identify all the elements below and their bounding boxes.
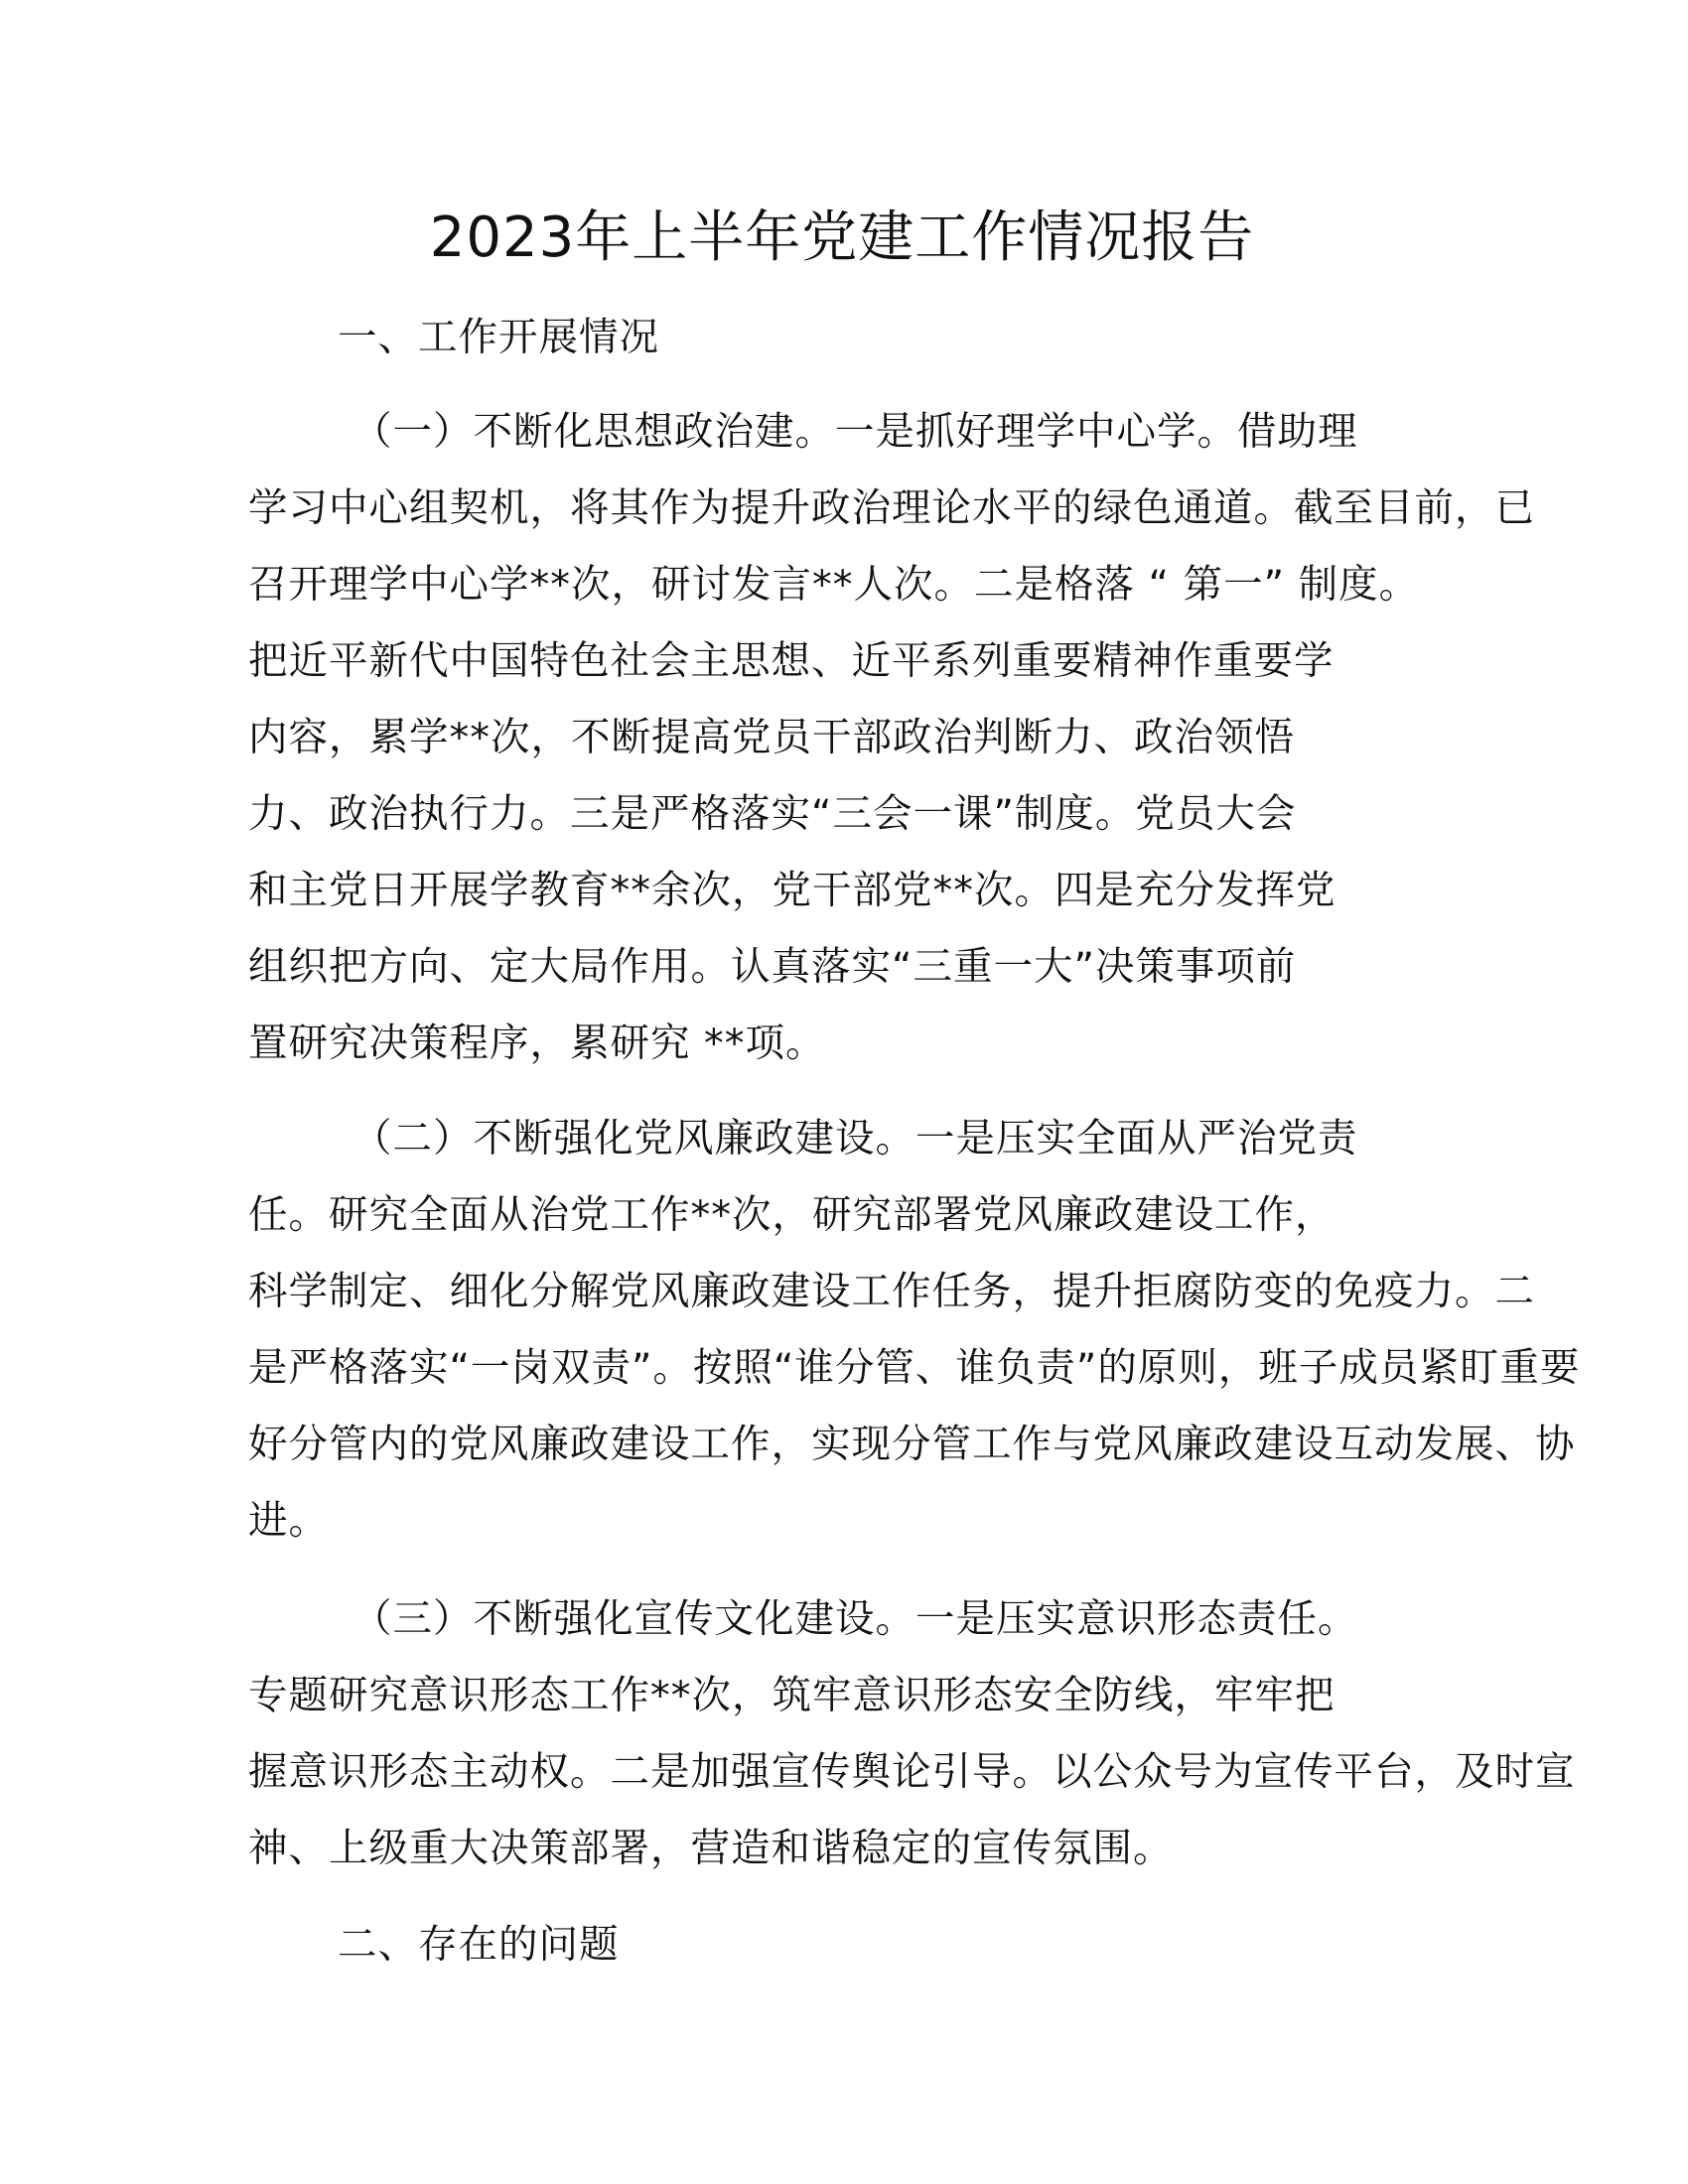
document-title (0, 204, 1688, 273)
document-title-text: 2023年上半年党建工作情况报告 (429, 205, 1255, 270)
paragraph-2-line-6: 进。 (248, 1498, 329, 1544)
paragraph-1-line-2: 学习中心组契机，将其作为提升政治理论水平的绿色通道。截至目前，已 (248, 485, 1535, 531)
paragraph-3-line-3: 握意识形态主动权。二是加强宣传舆论引导。以公众号为宣传平台，及时宣 (248, 1749, 1576, 1795)
section-heading-1: 一、工作开展情况 (338, 315, 659, 360)
paragraph-3-line-2: 专题研究意识形态工作**次，筑牢意识形态安全防线，牢牢把 (248, 1673, 1336, 1718)
paragraph-1-line-5: 内容，累学**次，不断提高党员干部政治判断力、政治领悟 (248, 715, 1295, 760)
paragraph-1-line-6: 力、政治执行力。三是严格落实“三会一课”制度。党员大会 (248, 791, 1297, 837)
paragraph-3-line-1: （三）不断强化宣传文化建设。一是压实意识形态责任。 (352, 1596, 1358, 1642)
paragraph-2-line-1: （二）不断强化党风廉政建设。一是压实全面从严治党责 (352, 1116, 1358, 1161)
paragraph-1-line-7: 和主党日开展学教育**余次，党干部党**次。四是充分发挥党 (248, 868, 1336, 913)
paragraph-1-line-1: （一）不断化思想政治建。一是抓好理学中心学。借助理 (352, 409, 1358, 455)
paragraph-2-line-2: 任。研究全面从治党工作**次，研究部署党风廉政建设工作， (248, 1192, 1336, 1238)
paragraph-3-line-4: 神、上级重大决策部署，营造和谐稳定的宣传氛围。 (248, 1826, 1174, 1871)
paragraph-2-line-3: 科学制定、细化分解党风廉政建设工作任务，提升拒腐防变的免疫力。二 (248, 1269, 1535, 1314)
paragraph-2-line-5: 好分管内的党风廉政建设工作，实现分管工作与党风廉政建设互动发展、协 (248, 1422, 1576, 1467)
paragraph-1-line-8: 组织把方向、定大局作用。认真落实“三重一大”决策事项前 (248, 944, 1297, 990)
paragraph-1-line-4: 把近平新代中国特色社会主思想、近平系列重要精神作重要学 (248, 638, 1335, 684)
section-heading-2: 二、存在的问题 (338, 1922, 620, 1968)
paragraph-2-line-4: 是严格落实“一岗双责”。按照“谁分管、谁负责”的原则，班子成员紧盯重要 (248, 1345, 1581, 1391)
paragraph-1-line-9: 置研究决策程序，累研究 **项。 (248, 1021, 826, 1066)
paragraph-1-line-3: 召开理学中心学**次，研讨发言**人次。二是格落 “ 第一” 制度。 (248, 562, 1420, 608)
